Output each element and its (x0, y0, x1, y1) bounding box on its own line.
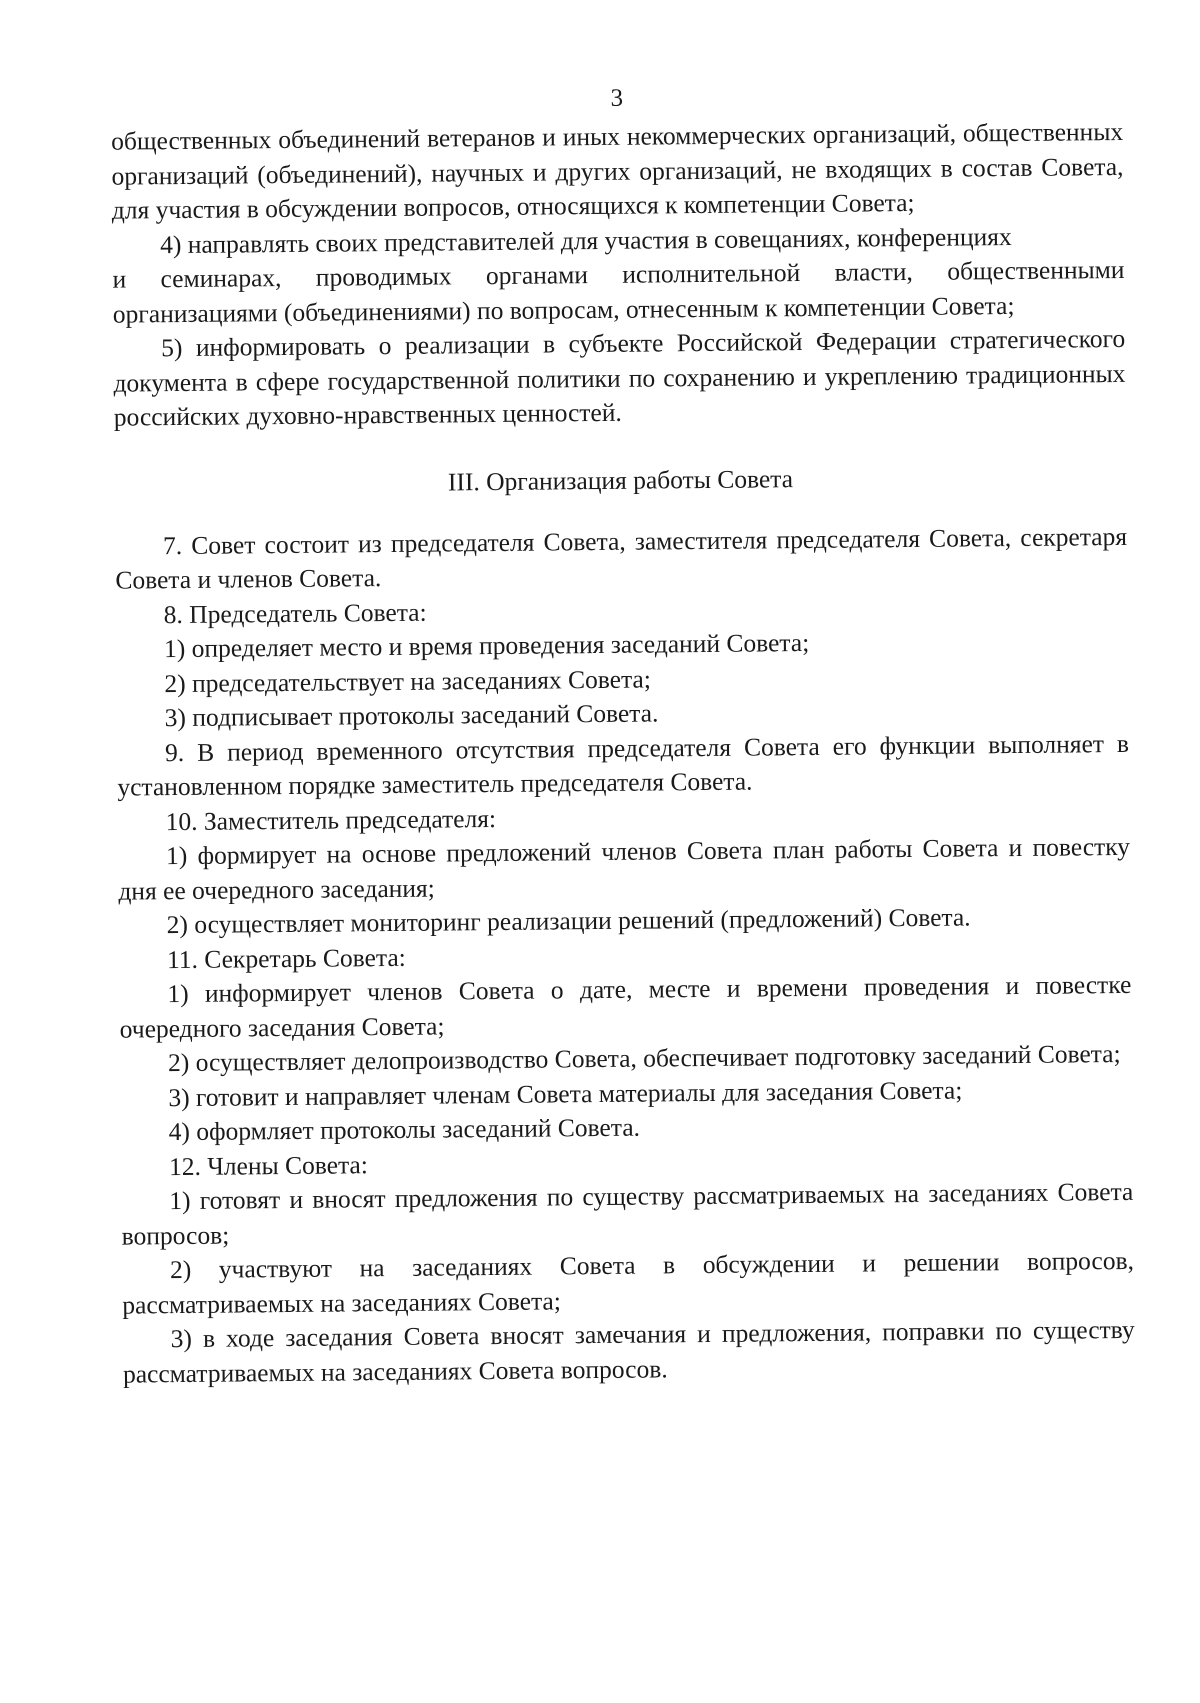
paragraph-item-4: 4) направлять своих представителей для участия в совещаниях, конференциях (160, 221, 1012, 259)
paragraph-clause-10: 10. Заместитель председателя: (165, 803, 497, 836)
paragraph-clause-9: 9. В период временного отсутствия председателя Совета его функции выполняет в установленном порядке заместитель председателя Совета. (117, 728, 1130, 802)
paragraph-clause-11-4: 4) оформляет протоколы заседаний Совета. (168, 1112, 641, 1147)
paragraph-continuation: общественных объединений ветеранов и иных некоммерческих организаций, общественных организаций (объединений), научных и других организаций, не входящих в состав Совета, для участия в обсуждении вопросов, относящихся к компетенции Совета; (111, 116, 1124, 225)
paragraph-clause-10-2: 2) осуществляет мониторинг реализации решений (предложений) Совета. (166, 902, 971, 940)
page-number: 3 (610, 84, 624, 112)
paragraph-clause-8-2: 2) председательствует на заседаниях Совета; (164, 664, 652, 698)
paragraph-clause-11-2: 2) осуществляет делопроизводство Совета, обеспечивает подготовку заседаний Совета; (167, 1039, 1121, 1078)
paragraph-clause-8-3: 3) подписывает протоколы заседаний Совета. (164, 698, 659, 733)
paragraph-clause-11: 11. Секретарь Совета: (166, 942, 406, 974)
paragraph-clause-7: 7. Совет состоит из председателя Совета, заместителя председателя Совета, секретаря Совета и членов Совета. (115, 521, 1128, 595)
paragraph-clause-12-1: 1) готовят и вносят предложения по существу рассматриваемых на заседаниях Совета вопросов; (121, 1176, 1134, 1251)
paragraph-clause-8: 8. Председатель Совета: (163, 597, 427, 629)
paragraph-clause-12: 12. Члены Совета: (168, 1149, 369, 1181)
paragraph-item-4-continued: и семинарах, проводимых органами исполнительной власти, общественными организациями (объединениями) по вопросам, отнесенным к компетенции Совета; (112, 254, 1125, 329)
paragraph-clause-12-2: 2) участвуют на заседаниях Совета в обсуждении и решении вопросов, рассматриваемых на заседаниях Совета; (122, 1245, 1135, 1320)
paragraph-clause-8-1: 1) определяет место и время проведения заседаний Совета; (163, 627, 810, 664)
paragraph-item-5: 5) информировать о реализации в субъекте Российской Федерации стратегического документа в сфере государственной политики по сохранению и укреплению традиционных российских духовно-нравственных ценностей. (113, 323, 1126, 432)
paragraph-clause-12-3: 3) в ходе заседания Совета вносят замечания и предложения, поправки по существу рассматриваемых на заседаниях Совета вопросов. (122, 1314, 1135, 1389)
document-body (111, 115, 1135, 1392)
paragraph-clause-11-1: 1) информирует членов Совета о дате, месте и времени проведения и повестке очередного заседания Совета; (119, 969, 1132, 1044)
paragraph-clause-11-3: 3) готовит и направляет членам Совета материалы для заседания Совета; (168, 1075, 963, 1112)
section-heading: III. Организация работы Совета (447, 463, 794, 496)
paragraph-clause-10-1: 1) формирует на основе предложений членов Совета план работы Совета и повестку дня ее очередного заседания; (118, 831, 1131, 906)
